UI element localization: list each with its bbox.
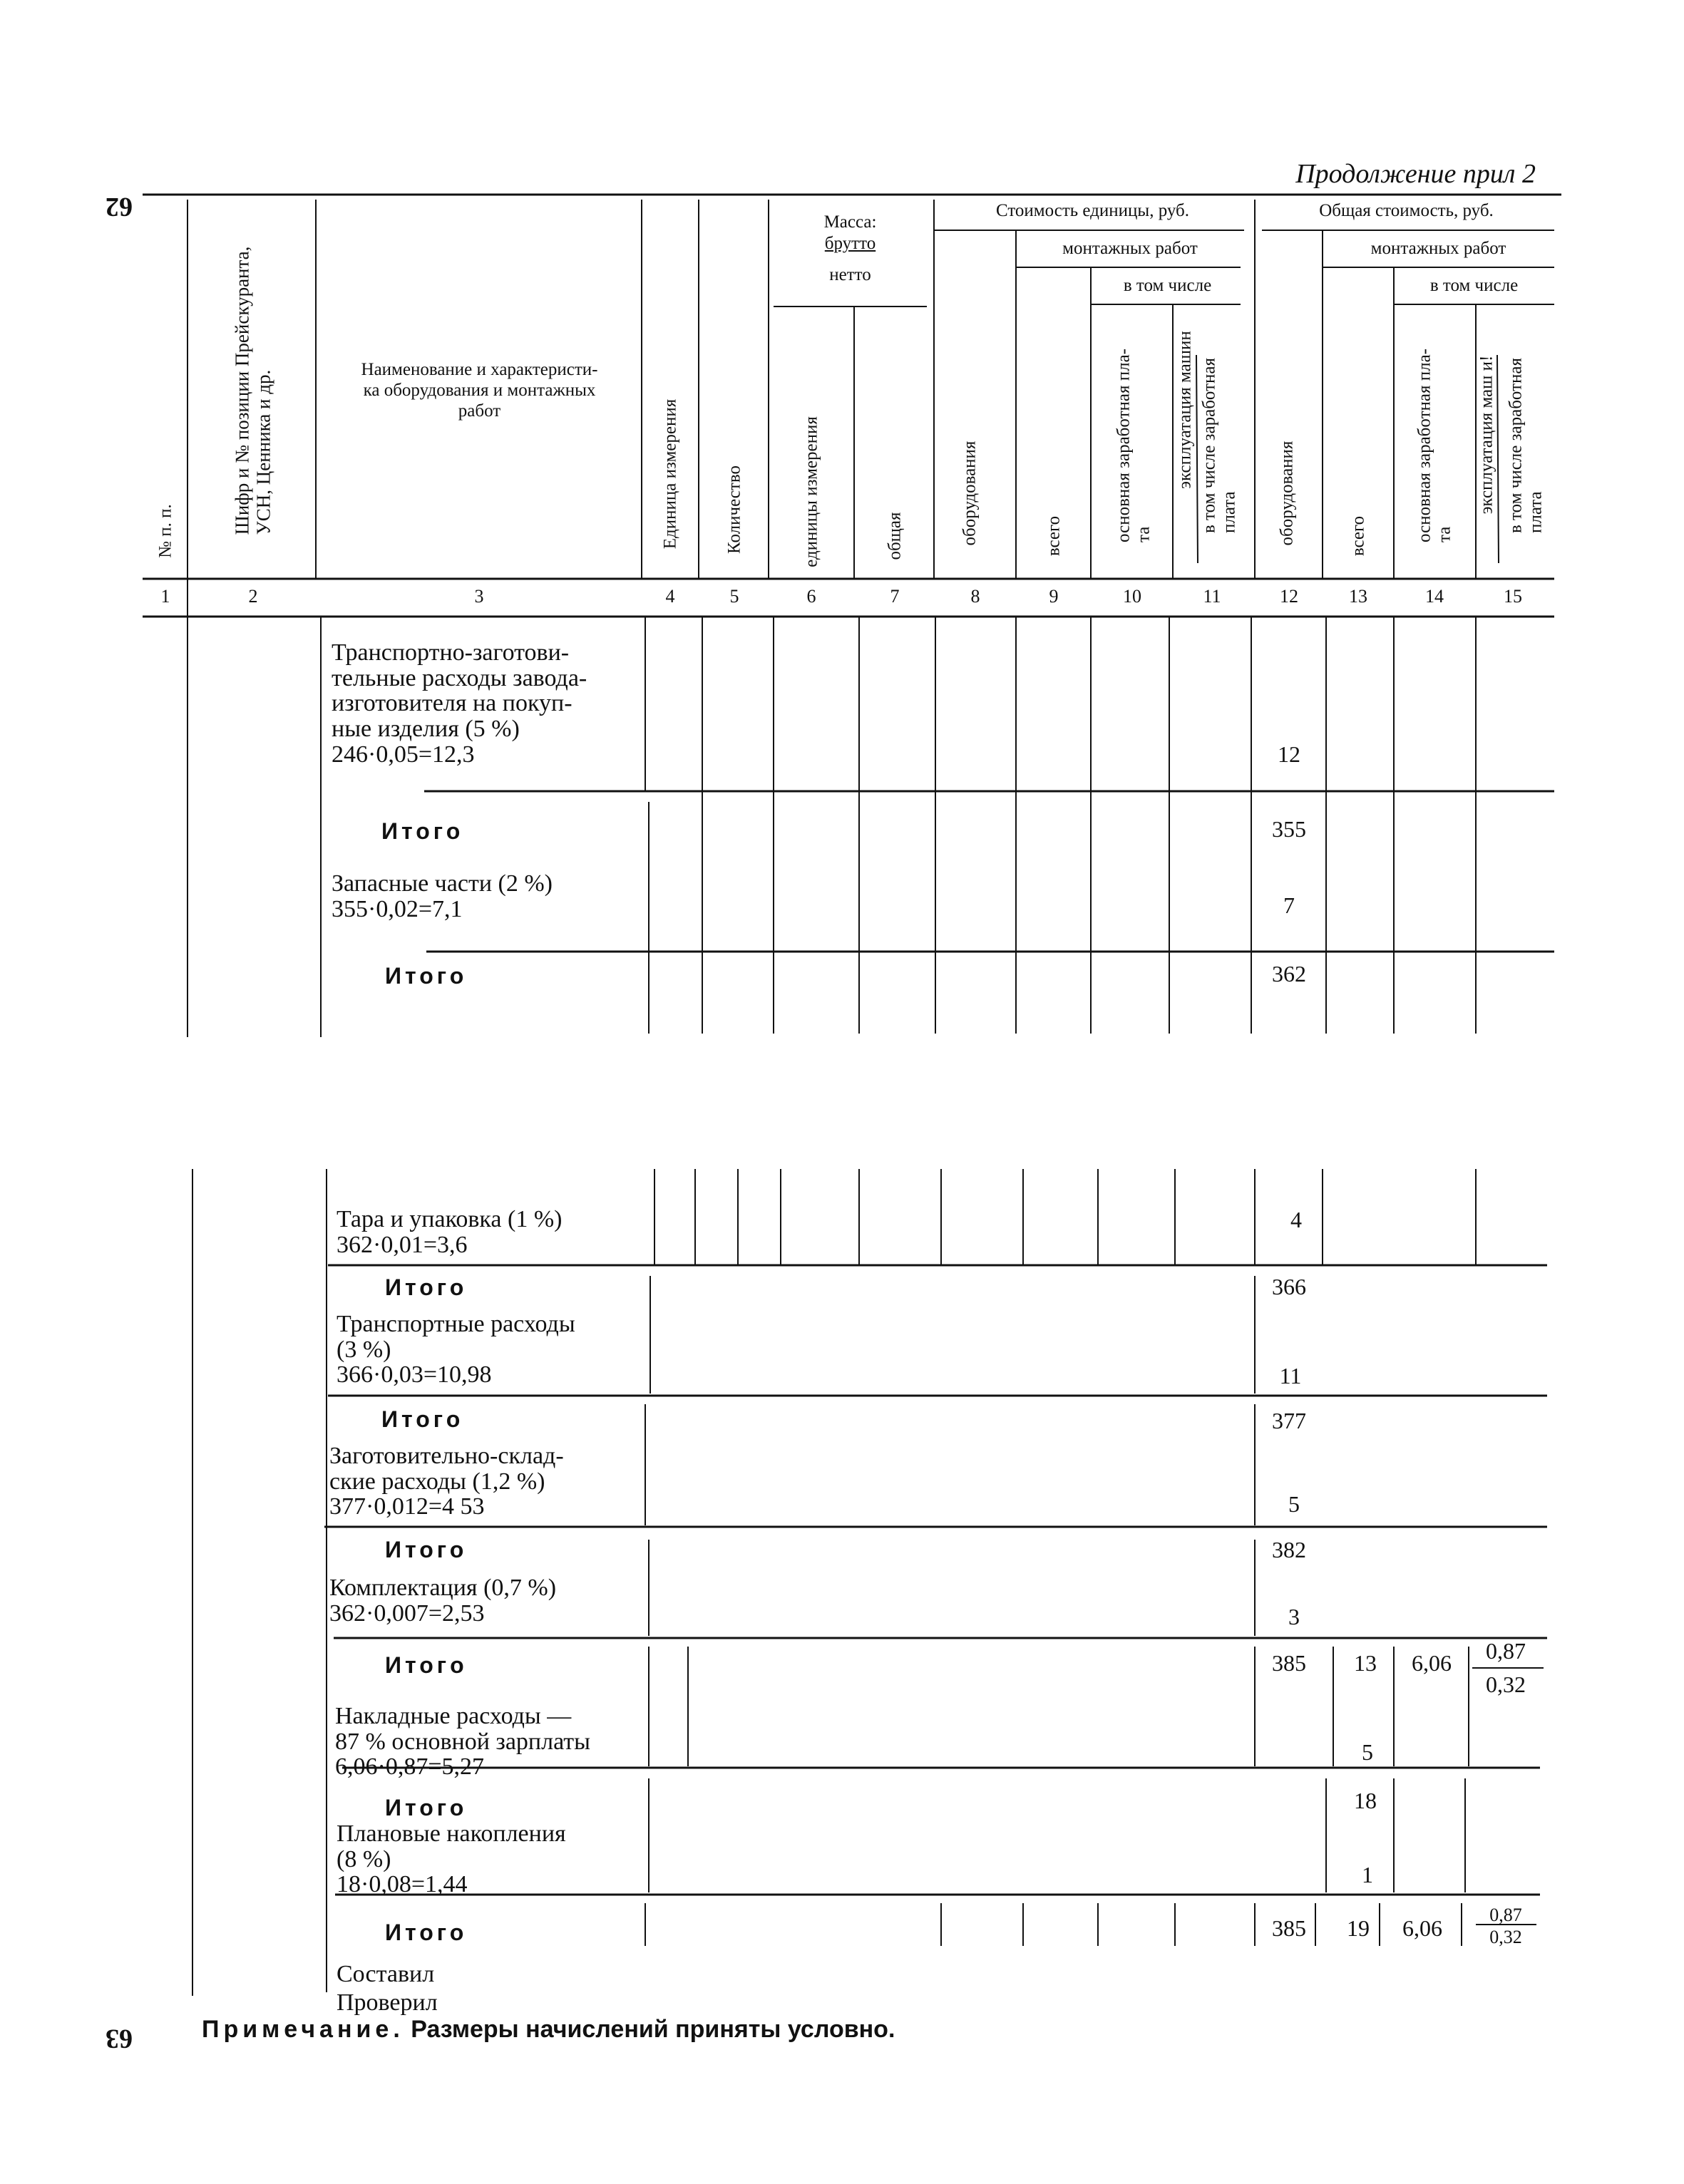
row-itogo-b2: Итого bbox=[381, 1406, 464, 1432]
col-num-15: 15 bbox=[1504, 586, 1522, 607]
row-completion: Комплектация (0,7 %) 362·0,007=2,53 bbox=[329, 1575, 557, 1627]
row-spare-parts-c12: 7 bbox=[1283, 892, 1295, 918]
row-itogo-b6-c13: 19 bbox=[1347, 1915, 1370, 1941]
row-spare-parts: Запасные части (2 %) 355·0,02=7,1 bbox=[332, 870, 553, 922]
row-packaging-c12: 4 bbox=[1290, 1207, 1302, 1232]
row-itogo-2-c12: 362 bbox=[1272, 961, 1306, 987]
sign-compiled: Составил bbox=[337, 1961, 435, 1987]
row-itogo-b4-c13: 13 bbox=[1354, 1650, 1377, 1676]
col-num-2: 2 bbox=[248, 586, 258, 607]
header-col13: всего bbox=[1348, 515, 1368, 557]
col-num-9: 9 bbox=[1049, 586, 1059, 607]
footnote-label: Примечание. bbox=[202, 2016, 404, 2043]
footnote-text: Размеры начислений приняты условно. bbox=[411, 2016, 895, 2043]
row-transport-c12: 11 bbox=[1279, 1363, 1302, 1389]
row-itogo-2: Итого bbox=[385, 963, 468, 989]
row-transport-purchase: Транспортно-заготови- тельные расходы завода- изготовителя на покуп- ные изделия (5 %) 246·0,05=12,3 bbox=[332, 639, 587, 768]
header-col6: единицы измерения bbox=[801, 416, 821, 567]
col-num-14: 14 bbox=[1425, 586, 1444, 607]
row-planned-savings: Плановые накопления (8 %) 18·0,08=1,44 bbox=[337, 1820, 566, 1898]
row-itogo-b5: Итого bbox=[385, 1795, 468, 1820]
col-num-11: 11 bbox=[1203, 586, 1221, 607]
header-col3: Наименование и характеристи- ка оборудования и монтажных работ bbox=[361, 360, 598, 421]
header-col5: Количество bbox=[724, 465, 744, 554]
row-itogo-b1: Итого bbox=[385, 1274, 468, 1300]
header-col15b: в том числе заработная плата bbox=[1506, 358, 1545, 533]
row-itogo-b6-c12: 385 bbox=[1272, 1915, 1306, 1941]
header-col1: № п. п. bbox=[155, 504, 175, 558]
row-itogo-b3: Итого bbox=[385, 1537, 468, 1562]
header-mont-total: монтажных работ bbox=[1370, 239, 1506, 258]
header-col9: всего bbox=[1044, 515, 1064, 557]
header-col11a: эксплуатация машин bbox=[1175, 331, 1195, 489]
page-number-top: 62 bbox=[106, 192, 133, 222]
row-itogo-b4: Итогo bbox=[385, 1652, 468, 1678]
header-col14: основная заработная пла- та bbox=[1415, 348, 1454, 543]
row-planned-savings-c13: 1 bbox=[1362, 1862, 1373, 1887]
header-mont-unit: монтажных работ bbox=[1062, 239, 1198, 258]
header-col2: Шифр и № позиции Прейскуранта, УСН, Ценника и др. bbox=[231, 246, 274, 535]
row-overhead-c13: 5 bbox=[1362, 1739, 1373, 1765]
col-num-10: 10 bbox=[1123, 586, 1141, 607]
header-col7: общая bbox=[885, 512, 905, 560]
col-num-4: 4 bbox=[665, 586, 675, 607]
row-transport-purchase-c12: 12 bbox=[1278, 741, 1300, 767]
header-incl-total: в том числе bbox=[1429, 276, 1519, 295]
row-itogo-b4-c15a: 0,87 bbox=[1486, 1638, 1526, 1664]
row-itogo-b6-c15a: 0,87 bbox=[1489, 1905, 1522, 1925]
row-itogo-b2-c12: 377 bbox=[1272, 1408, 1306, 1433]
row-packaging: Тара и упаковка (1 %) 362·0,01=3,6 bbox=[337, 1206, 563, 1258]
header-mass-gross: брутто bbox=[824, 234, 876, 253]
row-itogo-1-c12: 355 bbox=[1272, 816, 1306, 842]
header-mass-net: нетто bbox=[829, 265, 871, 284]
row-itogo-b1-c12: 366 bbox=[1272, 1274, 1306, 1299]
footnote bbox=[202, 2016, 895, 2044]
col-num-1: 1 bbox=[160, 586, 170, 607]
row-itogo-b6: Итого bbox=[385, 1920, 468, 1945]
row-overhead: Накладные расходы — 87 % основной зарплаты 6,06·0,87=5,27 bbox=[335, 1703, 590, 1781]
row-itogo-b3-c12: 382 bbox=[1272, 1537, 1306, 1562]
col-num-12: 12 bbox=[1280, 586, 1298, 607]
row-itogo-b4-c12: 385 bbox=[1272, 1650, 1306, 1676]
row-completion-c12: 3 bbox=[1288, 1604, 1300, 1629]
col-num-13: 13 bbox=[1349, 586, 1367, 607]
col-num-5: 5 bbox=[729, 586, 739, 607]
col-num-3: 3 bbox=[474, 586, 484, 607]
row-storage: Заготовительно-склад- ские расходы (1,2 %) 377·0,012=4 53 bbox=[329, 1443, 564, 1520]
row-storage-c12: 5 bbox=[1288, 1491, 1300, 1517]
header-total-cost: Общая стоимость, руб. bbox=[1319, 201, 1494, 220]
col-num-6: 6 bbox=[806, 586, 816, 607]
row-itogo-b5-c13: 18 bbox=[1354, 1788, 1377, 1813]
row-itogo-b6-c15b: 0,32 bbox=[1489, 1927, 1522, 1947]
header-col11b: в том числе заработная плата bbox=[1199, 358, 1238, 533]
continuation-label: Продолжение прил 2 bbox=[1295, 159, 1536, 189]
page-number-bottom: 63 bbox=[106, 2024, 133, 2054]
col-num-8: 8 bbox=[970, 586, 980, 607]
row-itogo-b6-c14: 6,06 bbox=[1402, 1915, 1442, 1941]
header-mass: Масса: bbox=[823, 212, 877, 232]
row-itogo-1: Итого bbox=[381, 818, 464, 844]
header-col8: оборудования bbox=[960, 441, 980, 546]
header-incl-unit: в том числе bbox=[1123, 276, 1212, 295]
row-itogo-b4-c14: 6,06 bbox=[1412, 1650, 1452, 1676]
header-unit-cost: Стоимость единицы, руб. bbox=[995, 201, 1190, 220]
sign-checked: Проверил bbox=[337, 1989, 438, 2016]
row-transport: Транспортные расходы (3 %) 366·0,03=10,98 bbox=[337, 1311, 575, 1389]
header-col10: основная заработная пла- та bbox=[1114, 348, 1153, 543]
header-col12: оборудования bbox=[1277, 441, 1297, 546]
col-num-7: 7 bbox=[890, 586, 900, 607]
header-col15a: эксплуатация маш и! bbox=[1477, 355, 1496, 515]
header-col4: Единица измерения bbox=[660, 398, 680, 550]
row-itogo-b4-c15b: 0,32 bbox=[1486, 1672, 1526, 1697]
